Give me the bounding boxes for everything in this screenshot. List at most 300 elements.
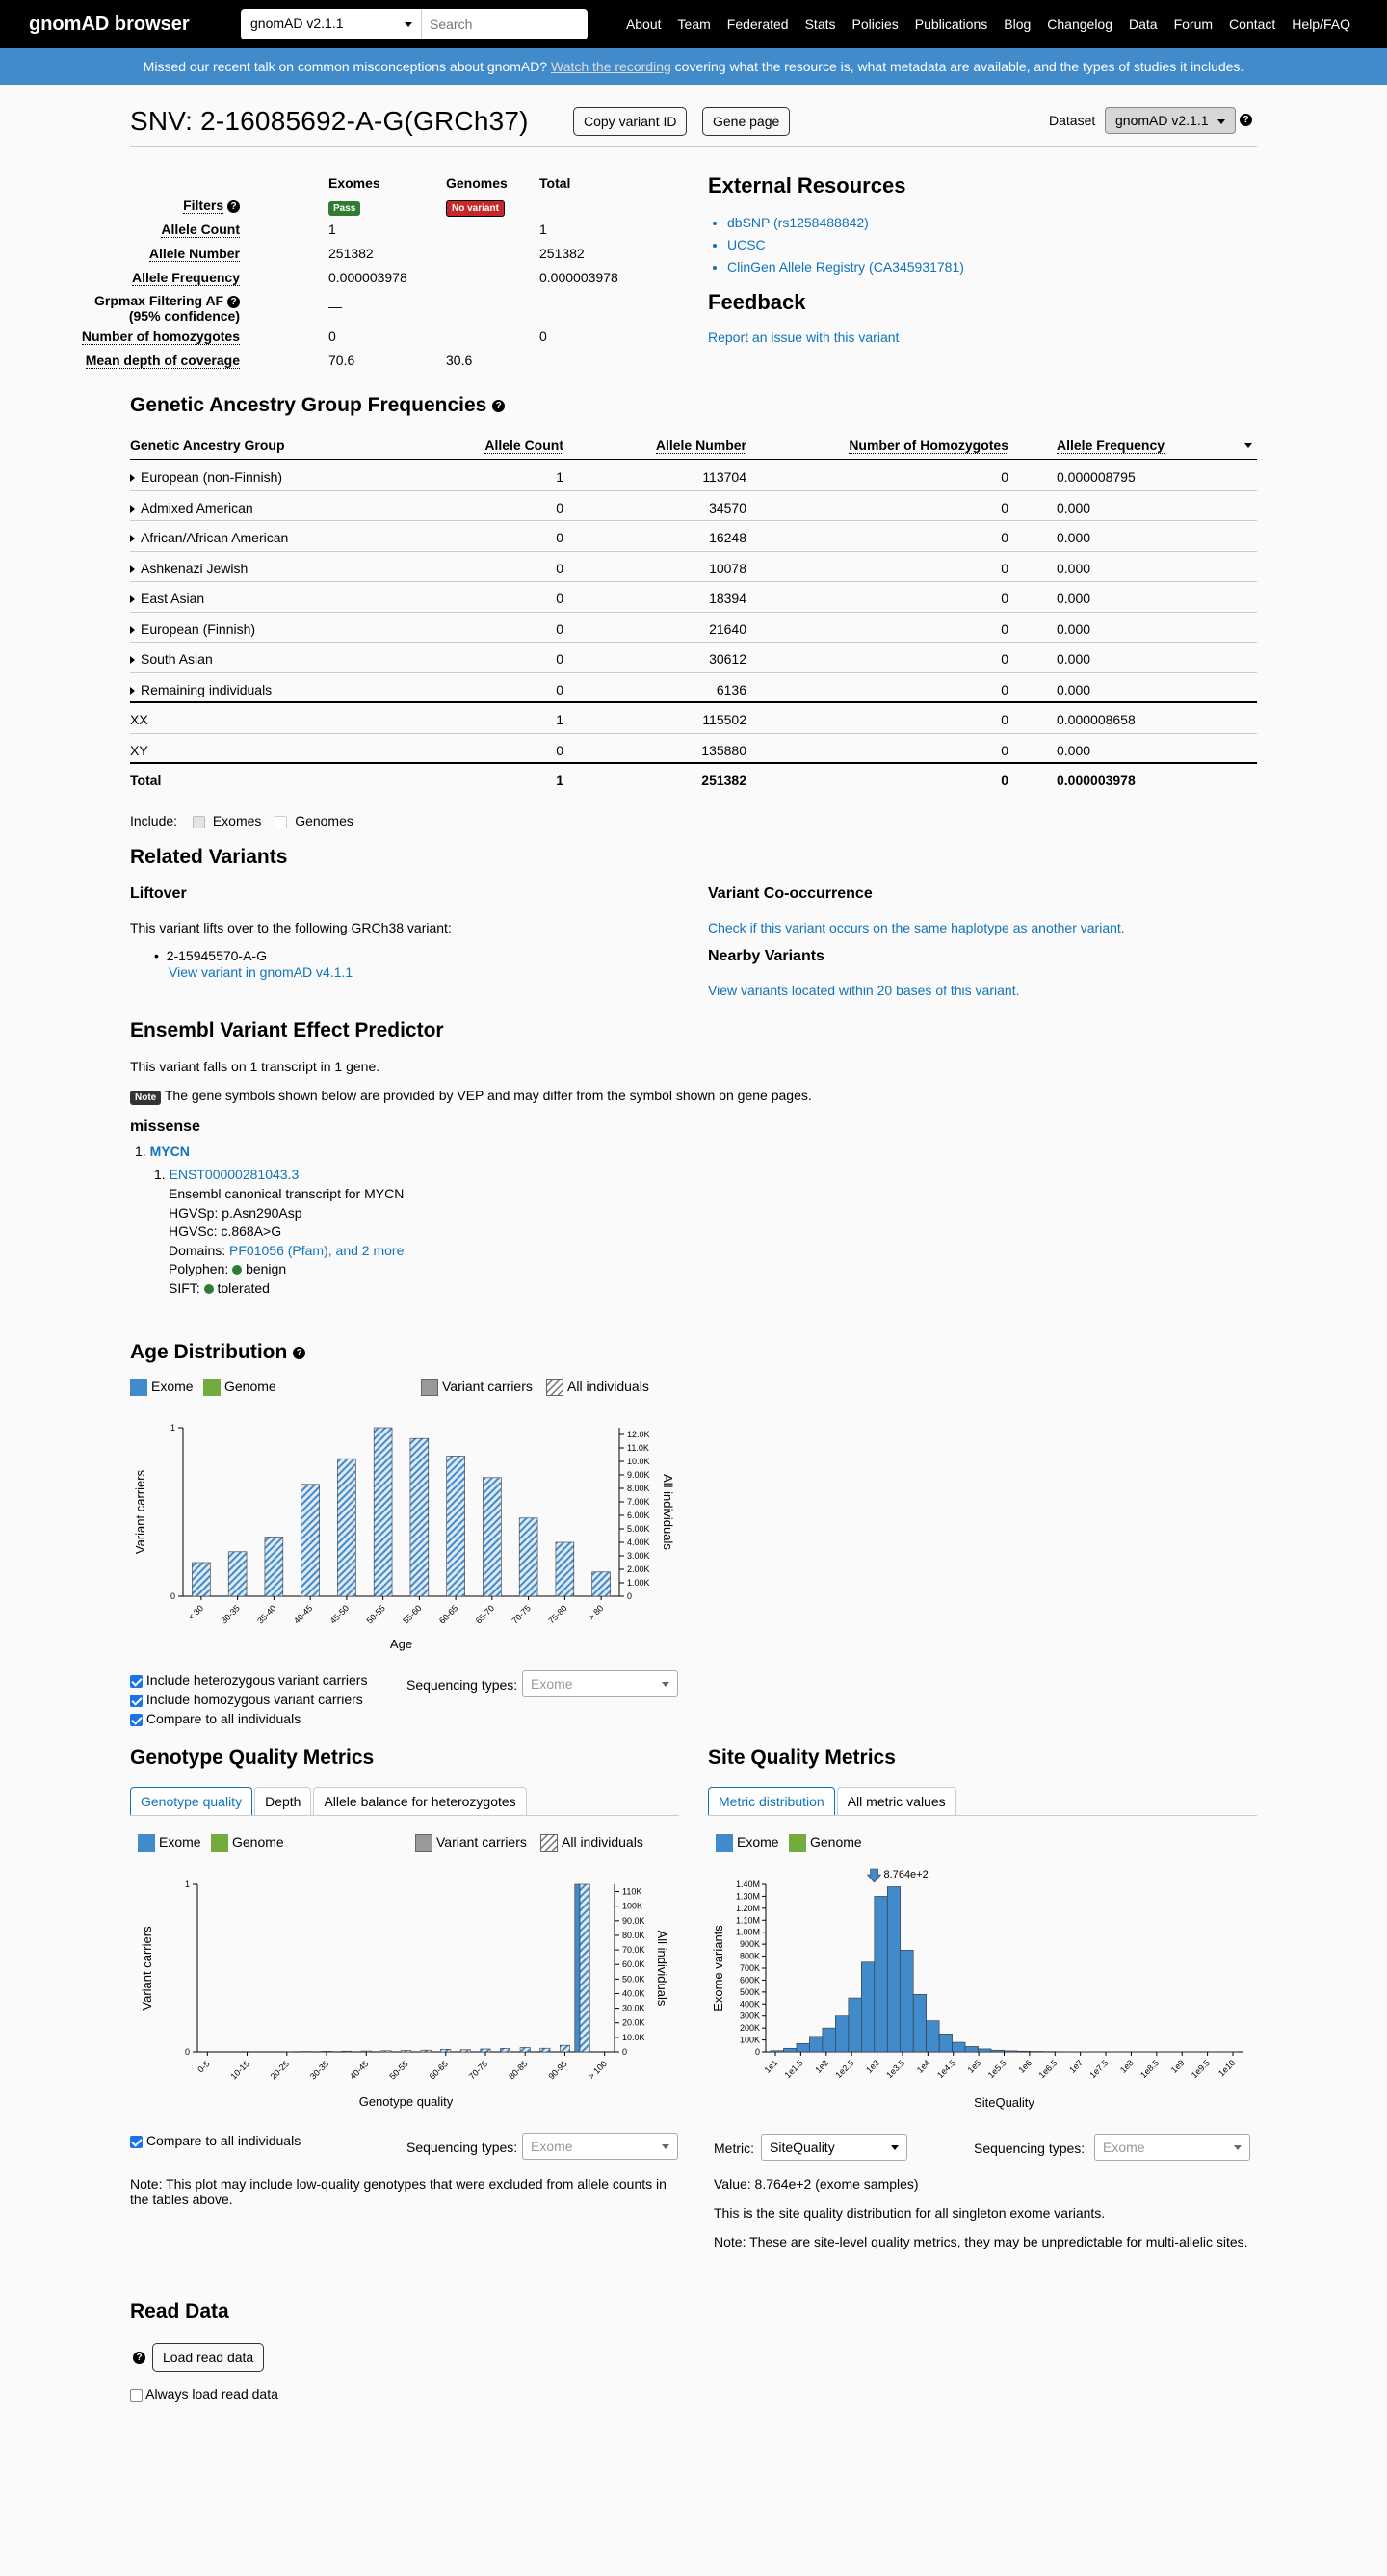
x-tick-label: 1e7.5 xyxy=(1087,2058,1111,2081)
genomes-label: Genomes xyxy=(295,813,353,828)
depth-genomes: 30.6 xyxy=(446,353,473,368)
y-tick-label: 400K xyxy=(739,1999,760,2010)
histogram-bar xyxy=(913,1994,926,2052)
help-icon[interactable]: ? xyxy=(492,400,505,412)
table-row[interactable] xyxy=(130,552,1257,583)
metric-select[interactable]: SiteQuality xyxy=(761,2134,907,2161)
histogram-bar xyxy=(953,2042,965,2052)
always-load-checkbox[interactable] xyxy=(130,2389,143,2402)
header-group[interactable]: Genetic Ancestry Group xyxy=(130,437,285,453)
bar-all-individuals xyxy=(341,2051,351,2052)
nav-link-help-faq[interactable]: Help/FAQ xyxy=(1292,16,1350,32)
chevron-down-icon xyxy=(891,2145,899,2150)
cell-ac: 0 xyxy=(556,560,563,576)
liftover-text: This variant lifts over to the following GRCh38 variant: xyxy=(130,920,452,935)
cell-an: 6136 xyxy=(716,681,746,697)
histogram-bar xyxy=(979,2049,991,2052)
bar-all-individuals xyxy=(592,1572,611,1596)
x-tick-label: 90-95 xyxy=(546,2059,569,2082)
table-row[interactable] xyxy=(130,673,1257,704)
genome-swatch xyxy=(789,1834,806,1852)
age-seq-select[interactable]: Exome xyxy=(522,1670,678,1697)
x-tick-label: 1e7 xyxy=(1067,2058,1085,2075)
sq-seq-select[interactable]: Exome xyxy=(1094,2134,1250,2161)
y-tick-label: 900K xyxy=(739,1939,760,1950)
tab-allele-balance[interactable]: Allele balance for heterozygotes xyxy=(313,1787,526,1815)
gene-link[interactable]: MYCN xyxy=(149,1143,190,1159)
search-box xyxy=(241,9,588,39)
col-exomes: Exomes xyxy=(328,175,380,191)
col-genomes: Genomes xyxy=(446,175,508,191)
cell-ac: 0 xyxy=(556,651,563,667)
cell-an: 18394 xyxy=(709,591,746,606)
pass-badge: Pass xyxy=(328,201,360,216)
table-row[interactable] xyxy=(130,460,1257,491)
compare-all-label: Compare to all individuals xyxy=(145,1711,301,1726)
domain-more-link[interactable]: , and 2 more xyxy=(327,1243,405,1258)
all-individuals-swatch xyxy=(546,1379,563,1396)
tab-metric-distribution[interactable]: Metric distribution xyxy=(708,1787,835,1815)
table-row xyxy=(130,734,1257,765)
exome-swatch xyxy=(716,1834,733,1852)
metric-label: Metric: xyxy=(714,2141,754,2156)
gq-legend-exome: Exome xyxy=(138,1834,201,1852)
x-tick-label: < 30 xyxy=(186,1603,206,1622)
marker-label: 8.764e+2 xyxy=(883,1869,929,1880)
expand-icon[interactable] xyxy=(130,687,135,695)
table-row[interactable] xyxy=(130,491,1257,522)
domains: Domains: PF01056 (Pfam), and 2 more xyxy=(169,1243,405,1258)
copy-variant-id-button[interactable]: Copy variant ID xyxy=(573,107,687,136)
dataset-select[interactable]: gnomAD v2.1.1 xyxy=(241,9,422,39)
read-data-title: Read Data xyxy=(130,2300,229,2323)
cell-group: European (non-Finnish) xyxy=(141,469,283,485)
gq-tabs xyxy=(130,1787,529,1815)
depth-label: Mean depth of coverage xyxy=(85,353,240,368)
hom-exomes: 0 xyxy=(328,329,336,344)
y2-tick-label: 0 xyxy=(627,1591,633,1601)
exome-swatch xyxy=(138,1834,155,1852)
bar-all-individuals xyxy=(265,1537,283,1596)
tab-genotype-quality[interactable]: Genotype quality xyxy=(130,1787,252,1815)
gq-title: Genotype Quality Metrics xyxy=(130,1747,375,1769)
sq-desc: This is the site quality distribution for all singleton exome variants. xyxy=(714,2205,1106,2221)
y-tick-label: 0 xyxy=(754,2047,760,2057)
note-badge: Note xyxy=(130,1091,161,1105)
x-axis-title: SiteQuality xyxy=(974,2095,1034,2110)
report-issue-link[interactable]: Report an issue with this variant xyxy=(708,329,900,345)
cell-hom: 0 xyxy=(1001,499,1008,515)
y-tick-label: 0 xyxy=(170,1591,175,1601)
chevron-down-icon xyxy=(662,2144,669,2149)
gq-legend-genome: Genome xyxy=(211,1834,284,1852)
y-tick-label: 700K xyxy=(739,1963,760,1973)
x-tick-label: 1e3 xyxy=(864,2058,881,2075)
het-carriers-label: Include heterozygous variant carriers xyxy=(145,1672,368,1688)
cell-hom: 0 xyxy=(1001,560,1008,576)
cell-group: Admixed American xyxy=(141,499,253,515)
sort-down-icon[interactable] xyxy=(1244,443,1252,448)
help-icon[interactable]: ? xyxy=(1240,114,1252,126)
histogram-bar xyxy=(901,1950,913,2052)
ac-exomes: 1 xyxy=(328,222,336,237)
histogram-bar xyxy=(1017,2051,1030,2052)
cell-hom: 0 xyxy=(1001,651,1008,667)
load-read-data-button[interactable]: Load read data xyxy=(152,2343,264,2372)
help-icon[interactable]: ? xyxy=(227,200,240,213)
tab-all-metric-values[interactable]: All metric values xyxy=(837,1787,956,1815)
nav-link-stats[interactable]: Stats xyxy=(804,16,836,32)
x-tick-label: 35-40 xyxy=(255,1603,278,1626)
cell-an: 113704 xyxy=(702,469,746,485)
histogram-bar xyxy=(849,1998,861,2052)
y2-tick-label: 5.00K xyxy=(627,1524,650,1534)
nav-link-policies[interactable]: Policies xyxy=(851,16,899,32)
x-tick-label: 40-45 xyxy=(348,2059,371,2082)
x-tick-label: 40-45 xyxy=(292,1603,315,1626)
af-exomes: 0.000003978 xyxy=(328,270,407,285)
y-tick-label: 1.20M xyxy=(735,1903,760,1913)
dataset-value: gnomAD v2.1.1 xyxy=(1115,113,1209,128)
include-controls xyxy=(130,813,353,828)
hgvsc: HGVSc: c.868A>G xyxy=(169,1223,282,1239)
header-an[interactable]: Allele Number xyxy=(655,437,746,453)
filters-label: Filters ? xyxy=(183,197,240,213)
cell-group: Ashkenazi Jewish xyxy=(141,560,249,576)
header-hom[interactable]: Number of Homozygotes xyxy=(849,437,1008,453)
y2-tick-label: 4.00K xyxy=(627,1538,650,1547)
cell-ac: 0 xyxy=(556,742,563,758)
bar-all-individuals xyxy=(556,1542,574,1596)
nav-link-team[interactable]: Team xyxy=(677,16,711,32)
related-variants-title: Related Variants xyxy=(130,846,288,868)
expand-icon[interactable] xyxy=(130,595,135,603)
bar-all-individuals xyxy=(322,2051,331,2052)
y-tick-label: 100K xyxy=(739,2035,760,2045)
x-axis-title: Genotype quality xyxy=(358,2094,454,2109)
ancestry-title: Genetic Ancestry Group Frequencies ? xyxy=(130,394,505,417)
histogram-bar xyxy=(809,2037,822,2052)
x-tick-label: 1e10 xyxy=(1217,2058,1238,2079)
y2-tick-label: 60.0K xyxy=(622,1959,645,1970)
x-tick-label: 1e2.5 xyxy=(833,2058,856,2081)
af-total: 0.000003978 xyxy=(539,270,618,285)
gq-compare-all-label: Compare to all individuals xyxy=(145,2133,301,2148)
cell-hom: 0 xyxy=(1001,530,1008,545)
cooccurrence-link[interactable]: Check if this variant occurs on the same haplotype as another variant. xyxy=(708,920,1125,935)
cooccurrence-title: Variant Co-occurrence xyxy=(708,885,873,902)
dataset-label: Dataset xyxy=(1049,113,1096,128)
cell-group: XY xyxy=(130,742,148,758)
cell-af: 0.000 xyxy=(1057,499,1091,515)
page-header xyxy=(130,103,1257,147)
cell-an: 251382 xyxy=(701,773,746,788)
cell-group: Total xyxy=(130,773,162,788)
hom-carriers-checkbox[interactable] xyxy=(130,1695,143,1707)
histogram-bar xyxy=(797,2043,809,2052)
external-link[interactable]: • ClinGen Allele Registry (CA345931781) xyxy=(727,256,964,278)
nav-link-publications[interactable]: Publications xyxy=(914,16,988,32)
nearby-link[interactable]: View variants located within 20 bases of this variant. xyxy=(708,983,1020,998)
y-tick-label: 1.30M xyxy=(735,1891,760,1902)
y-axis-title: Variant carriers xyxy=(133,1469,147,1555)
x-tick-label: 1e6 xyxy=(1016,2058,1034,2075)
x-tick-label: 1e5.5 xyxy=(985,2058,1008,2081)
y2-tick-label: 2.00K xyxy=(627,1564,650,1574)
table-row xyxy=(130,703,1257,734)
cell-an: 10078 xyxy=(709,560,746,576)
x-tick-label: 60-65 xyxy=(427,2059,450,2082)
x-tick-label: 45-50 xyxy=(327,1603,352,1626)
histogram-bar xyxy=(927,2021,939,2052)
sq-tabs xyxy=(708,1787,958,1815)
x-tick-label: 1e8.5 xyxy=(1138,2058,1162,2081)
nav-link-federated[interactable]: Federated xyxy=(726,16,789,32)
col-total: Total xyxy=(539,175,571,191)
nav-link-data[interactable]: Data xyxy=(1129,16,1158,32)
y2-tick-label: 10.0K xyxy=(627,1457,650,1466)
x-tick-label: 1e1.5 xyxy=(782,2058,805,2081)
carriers-swatch xyxy=(415,1834,432,1852)
cell-hom: 0 xyxy=(1001,469,1008,485)
cell-an: 135880 xyxy=(701,742,746,758)
expand-icon[interactable] xyxy=(130,505,135,513)
no-variant-badge: No variant xyxy=(446,200,505,217)
bar-all-individuals xyxy=(401,2050,410,2052)
search-input[interactable] xyxy=(426,13,580,36)
genome-swatch xyxy=(211,1834,228,1852)
x-tick-label: 1e6.5 xyxy=(1036,2058,1060,2081)
announcement-banner xyxy=(0,48,1387,85)
x-axis-title: Age xyxy=(389,1637,413,1651)
bar-all-individuals xyxy=(500,2048,510,2052)
y-tick-label: 1.10M xyxy=(735,1915,760,1926)
consequence-title: missense xyxy=(130,1118,200,1135)
y2-tick-label: 40.0K xyxy=(622,1988,645,1999)
bar-all-individuals xyxy=(460,2050,470,2052)
y2-tick-label: 10.0K xyxy=(622,2032,645,2042)
cell-an: 30612 xyxy=(709,651,746,667)
cell-group: South Asian xyxy=(141,651,213,667)
y-tick-label: 500K xyxy=(739,1986,760,1997)
age-legend-all: All individuals xyxy=(546,1379,649,1396)
y2-tick-label: 90.0K xyxy=(622,1915,645,1926)
expand-icon[interactable] xyxy=(130,565,135,573)
vep-note: Note The gene symbols shown below are provided by VEP and may differ from the symbol shown on gene pages. xyxy=(130,1088,812,1105)
liftover-link[interactable]: View variant in gnomAD v4.1.1 xyxy=(169,964,353,980)
carriers-swatch xyxy=(421,1379,438,1396)
genomes-checkbox[interactable] xyxy=(275,816,287,828)
bar-all-individuals xyxy=(481,2049,490,2052)
y2-axis-title: All individuals xyxy=(661,1474,675,1550)
x-tick-label: 1e9.5 xyxy=(1189,2058,1212,2081)
histogram-bar xyxy=(875,1896,887,2052)
depth-exomes: 70.6 xyxy=(328,353,355,368)
y2-tick-label: 3.00K xyxy=(627,1551,650,1561)
an-total: 251382 xyxy=(539,246,585,261)
age-legend-exome: Exome xyxy=(130,1379,194,1396)
y-axis-title: Exome variants xyxy=(711,1925,725,2011)
cell-an: 115502 xyxy=(702,712,746,727)
bar-all-individuals xyxy=(483,1478,501,1596)
cell-group: European (Finnish) xyxy=(141,620,256,637)
y2-tick-label: 30.0K xyxy=(622,2003,645,2013)
nav-link-changelog[interactable]: Changelog xyxy=(1047,16,1113,32)
y2-tick-label: 100K xyxy=(622,1901,643,1911)
x-tick-label: 30-35 xyxy=(307,2059,331,2082)
help-icon[interactable]: ? xyxy=(133,2352,145,2364)
cell-hom: 0 xyxy=(1001,591,1008,606)
histogram-bar xyxy=(783,2048,796,2052)
nav-link-about[interactable]: About xyxy=(625,16,662,32)
cell-an: 16248 xyxy=(709,530,746,545)
sq-value-text: Value: 8.764e+2 (exome samples) xyxy=(714,2176,919,2192)
x-tick-label: 10-15 xyxy=(228,2059,251,2082)
sq-note: Note: These are site-level quality metrics, they may be unpredictable for multi-allelic sites. xyxy=(714,2234,1248,2249)
nav-links xyxy=(610,16,1350,32)
cell-af: 0.000 xyxy=(1057,651,1091,667)
dataset-select-button[interactable] xyxy=(1105,107,1236,134)
logo[interactable]: gnomAD browser xyxy=(29,13,190,35)
an-exomes: 251382 xyxy=(328,246,374,261)
bar-all-individuals xyxy=(519,1518,537,1596)
histogram-bar xyxy=(771,2051,783,2052)
banner-link[interactable]: Watch the recording xyxy=(551,59,671,74)
bar-all-individuals xyxy=(228,1552,247,1596)
cell-af: 0.000008658 xyxy=(1057,712,1136,727)
histogram-bar xyxy=(965,2046,978,2052)
allele-number-label: Allele Number xyxy=(148,246,240,261)
table-total-row xyxy=(130,764,1257,795)
help-icon[interactable]: ? xyxy=(293,1347,305,1359)
compare-all-checkbox[interactable] xyxy=(130,1714,143,1726)
cell-ac: 0 xyxy=(556,530,563,545)
table-row[interactable] xyxy=(130,643,1257,673)
x-tick-label: 1e4.5 xyxy=(934,2058,957,2081)
sq-legend-genome: Genome xyxy=(789,1834,862,1852)
chevron-down-icon xyxy=(662,1682,669,1687)
header-ac[interactable]: Allele Count xyxy=(484,437,563,453)
y2-axis-title: All individuals xyxy=(655,1930,669,2007)
table-row[interactable] xyxy=(130,582,1257,613)
bar-all-individuals xyxy=(560,2045,569,2052)
y-tick-label: 1.40M xyxy=(735,1879,760,1889)
help-icon[interactable]: ? xyxy=(227,296,240,308)
gq-seq-select[interactable]: Exome xyxy=(522,2133,678,2160)
bar-all-individuals xyxy=(447,1456,465,1596)
cell-hom: 0 xyxy=(1001,620,1008,637)
x-tick-label: 60-65 xyxy=(437,1603,460,1626)
external-link[interactable]: • dbSNP (rs1258488842) xyxy=(727,212,964,234)
histogram-bar xyxy=(861,1962,874,2052)
cell-af: 0.000 xyxy=(1057,681,1091,697)
x-tick-label: 30-35 xyxy=(219,1603,242,1626)
x-tick-label: 1e5 xyxy=(965,2058,983,2075)
bar-all-individuals xyxy=(361,2051,371,2052)
cell-ac: 1 xyxy=(556,773,563,788)
gq-compare-all-checkbox[interactable] xyxy=(130,2136,143,2148)
cell-af: 0.000 xyxy=(1057,591,1091,606)
x-tick-label: 50-55 xyxy=(387,2059,410,2082)
y-tick-label: 800K xyxy=(739,1951,760,1961)
transcript-link[interactable]: ENST00000281043.3 xyxy=(169,1167,300,1182)
header-af[interactable]: Allele Frequency xyxy=(1057,437,1165,453)
expand-icon[interactable] xyxy=(130,535,135,542)
nav-link-contact[interactable]: Contact xyxy=(1229,16,1276,32)
bar-all-individuals xyxy=(410,1438,429,1596)
expand-icon[interactable] xyxy=(130,626,135,634)
x-tick-label: 70-75 xyxy=(510,1603,533,1626)
all-individuals-swatch xyxy=(540,1834,558,1852)
cell-ac: 1 xyxy=(556,712,563,727)
gq-legend-carriers: Variant carriers xyxy=(415,1834,527,1852)
x-tick-label: 1e3.5 xyxy=(884,2058,907,2081)
cell-ac: 0 xyxy=(556,591,563,606)
external-link[interactable]: • UCSC xyxy=(727,234,964,256)
gene-page-button[interactable]: Gene page xyxy=(702,107,790,136)
vep-falls-on: This variant falls on 1 transcript in 1 gene. xyxy=(130,1059,380,1074)
y-tick-label: 0 xyxy=(184,2047,190,2057)
table-row[interactable] xyxy=(130,613,1257,644)
bar-all-individuals xyxy=(192,1563,210,1596)
y-tick-label: 1 xyxy=(170,1423,175,1433)
nav-link-blog[interactable]: Blog xyxy=(1004,16,1032,32)
y2-tick-label: 12.0K xyxy=(627,1430,650,1439)
sq-legend-exome: Exome xyxy=(716,1834,779,1852)
cell-af: 0.000008795 xyxy=(1057,469,1136,485)
age-title: Age Distribution ? xyxy=(130,1341,305,1364)
y2-tick-label: 50.0K xyxy=(622,1974,645,1985)
x-tick-label: 1e9 xyxy=(1168,2058,1187,2075)
exomes-checkbox[interactable] xyxy=(193,816,205,828)
y2-tick-label: 8.00K xyxy=(627,1484,650,1493)
external-links xyxy=(727,212,964,278)
y2-tick-label: 0 xyxy=(622,2047,628,2057)
always-load-label: Always load read data xyxy=(145,2386,278,2402)
cell-hom: 0 xyxy=(1001,742,1008,758)
cell-af: 0.000 xyxy=(1057,530,1091,545)
chevron-down-icon xyxy=(405,22,412,27)
cell-af: 0.000 xyxy=(1057,560,1091,576)
bar-all-individuals xyxy=(337,1459,355,1596)
bar-all-individuals xyxy=(540,2048,550,2052)
x-tick-label: 50-55 xyxy=(364,1603,387,1626)
expand-icon[interactable] xyxy=(130,474,135,482)
nav-link-forum[interactable]: Forum xyxy=(1173,16,1214,32)
cell-af: 0.000003978 xyxy=(1057,773,1136,788)
homozygotes-label: Number of homozygotes xyxy=(81,329,240,344)
external-resources-title: External Resources xyxy=(708,173,906,197)
x-tick-label: 75-80 xyxy=(546,1603,569,1626)
bar-all-individuals xyxy=(580,1884,589,2052)
allele-count-label: Allele Count xyxy=(161,222,240,237)
grpmax-label: Grpmax Filtering AF xyxy=(94,293,224,308)
expand-icon[interactable] xyxy=(130,656,135,664)
grpmax-label-confidence: (95% confidence) xyxy=(128,308,240,324)
tab-depth[interactable]: Depth xyxy=(254,1787,311,1815)
table-row[interactable] xyxy=(130,521,1257,552)
genome-swatch xyxy=(203,1379,221,1396)
x-tick-label: 20-25 xyxy=(268,2059,292,2082)
x-tick-label: 80-85 xyxy=(507,2059,530,2082)
y-tick-label: 200K xyxy=(739,2023,760,2034)
bar-all-individuals xyxy=(301,1485,320,1596)
domain-link[interactable]: PF01056 (Pfam) xyxy=(229,1243,328,1258)
het-carriers-checkbox[interactable] xyxy=(130,1675,143,1688)
ac-total: 1 xyxy=(539,222,547,237)
y2-tick-label: 9.00K xyxy=(627,1470,650,1480)
x-tick-label: 0-5 xyxy=(196,2059,212,2075)
